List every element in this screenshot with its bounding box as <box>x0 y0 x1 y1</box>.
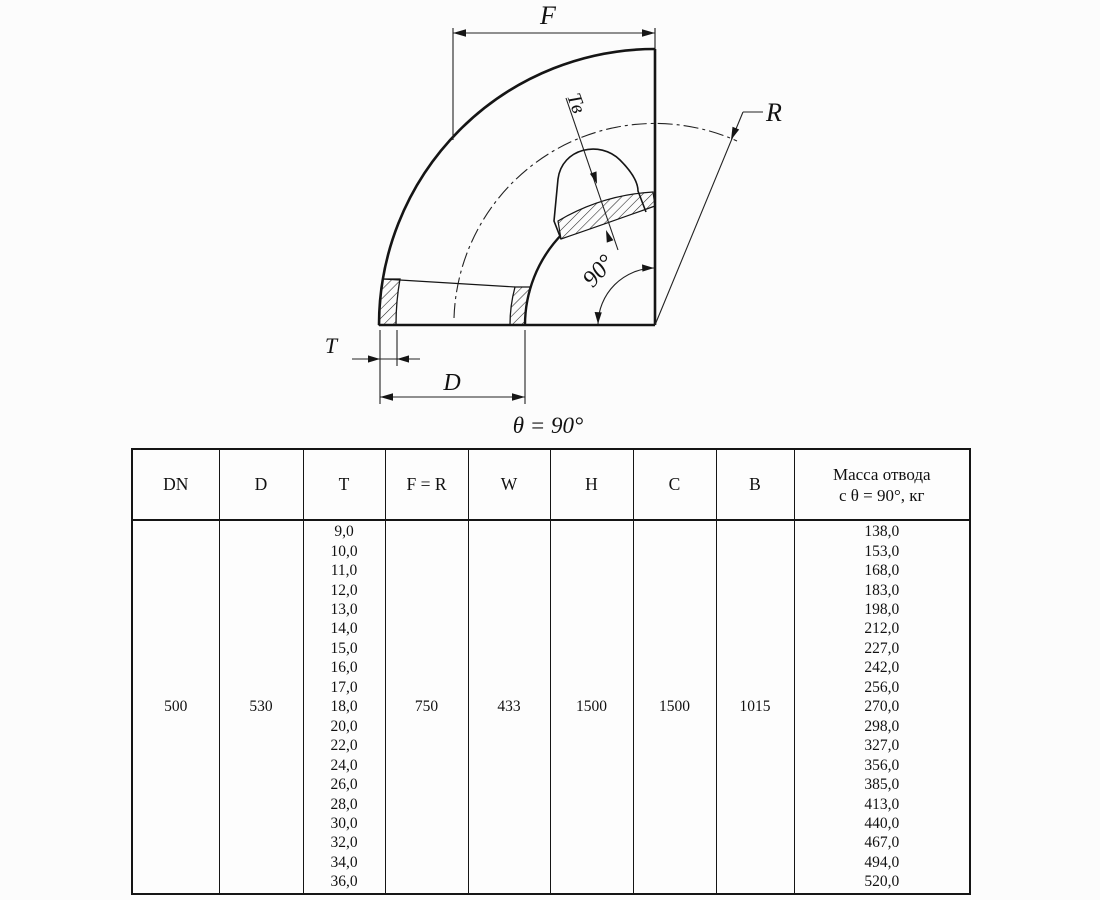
value-line: 26,0 <box>330 776 358 794</box>
col-header-dn: DN <box>133 450 219 520</box>
mass-header-line-2: с θ = 90°, кг <box>838 485 925 505</box>
value-line: 30,0 <box>330 814 358 832</box>
value-line: 24,0 <box>330 756 358 774</box>
col-header-fr: F = R <box>385 450 468 520</box>
cell-h: 1500 <box>550 520 633 893</box>
value-line: 16,0 <box>330 659 358 677</box>
value-line: 15,0 <box>330 639 358 657</box>
bottom-opening-rim-line <box>383 279 515 287</box>
d-arrow-left <box>380 393 393 401</box>
cell-w: 433 <box>468 520 550 893</box>
value-line: 385,0 <box>864 776 900 794</box>
table-data-row <box>133 520 969 893</box>
value-line: 168,0 <box>864 562 900 580</box>
value-line: 20,0 <box>330 717 358 735</box>
cell-t-values <box>303 520 385 893</box>
dimensions-table-wrap <box>131 448 971 895</box>
r-label: R <box>766 98 782 127</box>
value-line: 34,0 <box>330 853 358 871</box>
value-line: 413,0 <box>864 795 900 813</box>
cell-d: 530 <box>219 520 303 893</box>
right-wall-section <box>510 287 531 325</box>
value-line: 440,0 <box>864 814 900 832</box>
value-line: 11,0 <box>330 562 358 580</box>
table-header-row <box>133 450 969 520</box>
value-line: 520,0 <box>864 873 900 891</box>
cell-dn: 500 <box>133 520 219 893</box>
value-line: 256,0 <box>864 678 900 696</box>
r-radius-line <box>655 112 743 325</box>
value-line: 467,0 <box>864 834 900 852</box>
f-label: F <box>540 1 556 30</box>
value-line: 242,0 <box>864 659 900 677</box>
angle-arc-label: 90° <box>577 250 620 293</box>
mass-header-line-1: Масса отвода <box>832 464 931 484</box>
elbow-drawing <box>0 0 1100 446</box>
angle-arrow-lower <box>595 312 602 324</box>
left-wall-section <box>379 279 400 325</box>
value-line: 18,0 <box>330 698 358 716</box>
value-line: 138,0 <box>864 523 900 541</box>
col-header-d: D <box>219 450 303 520</box>
t-label: T <box>324 333 338 358</box>
value-line: 356,0 <box>864 756 900 774</box>
d-arrow-right <box>512 393 525 401</box>
value-line: 36,0 <box>330 873 358 891</box>
f-arrow-left <box>453 29 466 37</box>
value-line: 198,0 <box>864 601 900 618</box>
d-label: D <box>443 370 461 396</box>
col-header-b: B <box>716 450 794 520</box>
col-header-w: W <box>468 450 550 520</box>
value-line: 28,0 <box>330 795 358 813</box>
value-line: 298,0 <box>864 717 900 735</box>
value-line: 183,0 <box>864 581 900 599</box>
value-line: 494,0 <box>864 853 900 871</box>
cell-mass-values <box>794 520 969 893</box>
value-line: 9,0 <box>334 523 354 541</box>
value-line: 12,0 <box>330 581 358 599</box>
cell-b: 1015 <box>716 520 794 893</box>
value-line: 212,0 <box>864 620 900 638</box>
value-line: 327,0 <box>864 737 900 755</box>
dimensions-table <box>133 450 969 893</box>
r-arrow <box>731 127 739 140</box>
value-line: 32,0 <box>330 834 358 852</box>
theta-caption: θ = 90° <box>512 413 584 438</box>
tv-label: Tв <box>562 90 590 117</box>
col-header-h: H <box>550 450 633 520</box>
value-line: 270,0 <box>864 698 900 716</box>
t-arrow-right <box>397 355 409 362</box>
elbow-drawing-area <box>0 0 1100 446</box>
f-arrow-right <box>642 29 655 37</box>
cell-fr: 750 <box>385 520 468 893</box>
col-header-c: C <box>633 450 716 520</box>
value-line: 10,0 <box>330 542 358 560</box>
value-line: 17,0 <box>330 678 358 696</box>
col-header-t: T <box>303 450 385 520</box>
col-header-mass <box>794 450 969 520</box>
value-line: 14,0 <box>330 620 358 638</box>
value-line: 13,0 <box>330 601 358 618</box>
value-line: 22,0 <box>330 737 358 755</box>
value-line: 227,0 <box>864 639 900 657</box>
angle-arrow-upper <box>642 264 654 271</box>
t-arrow-left <box>368 355 380 362</box>
value-line: 153,0 <box>864 542 900 560</box>
cell-c: 1500 <box>633 520 716 893</box>
